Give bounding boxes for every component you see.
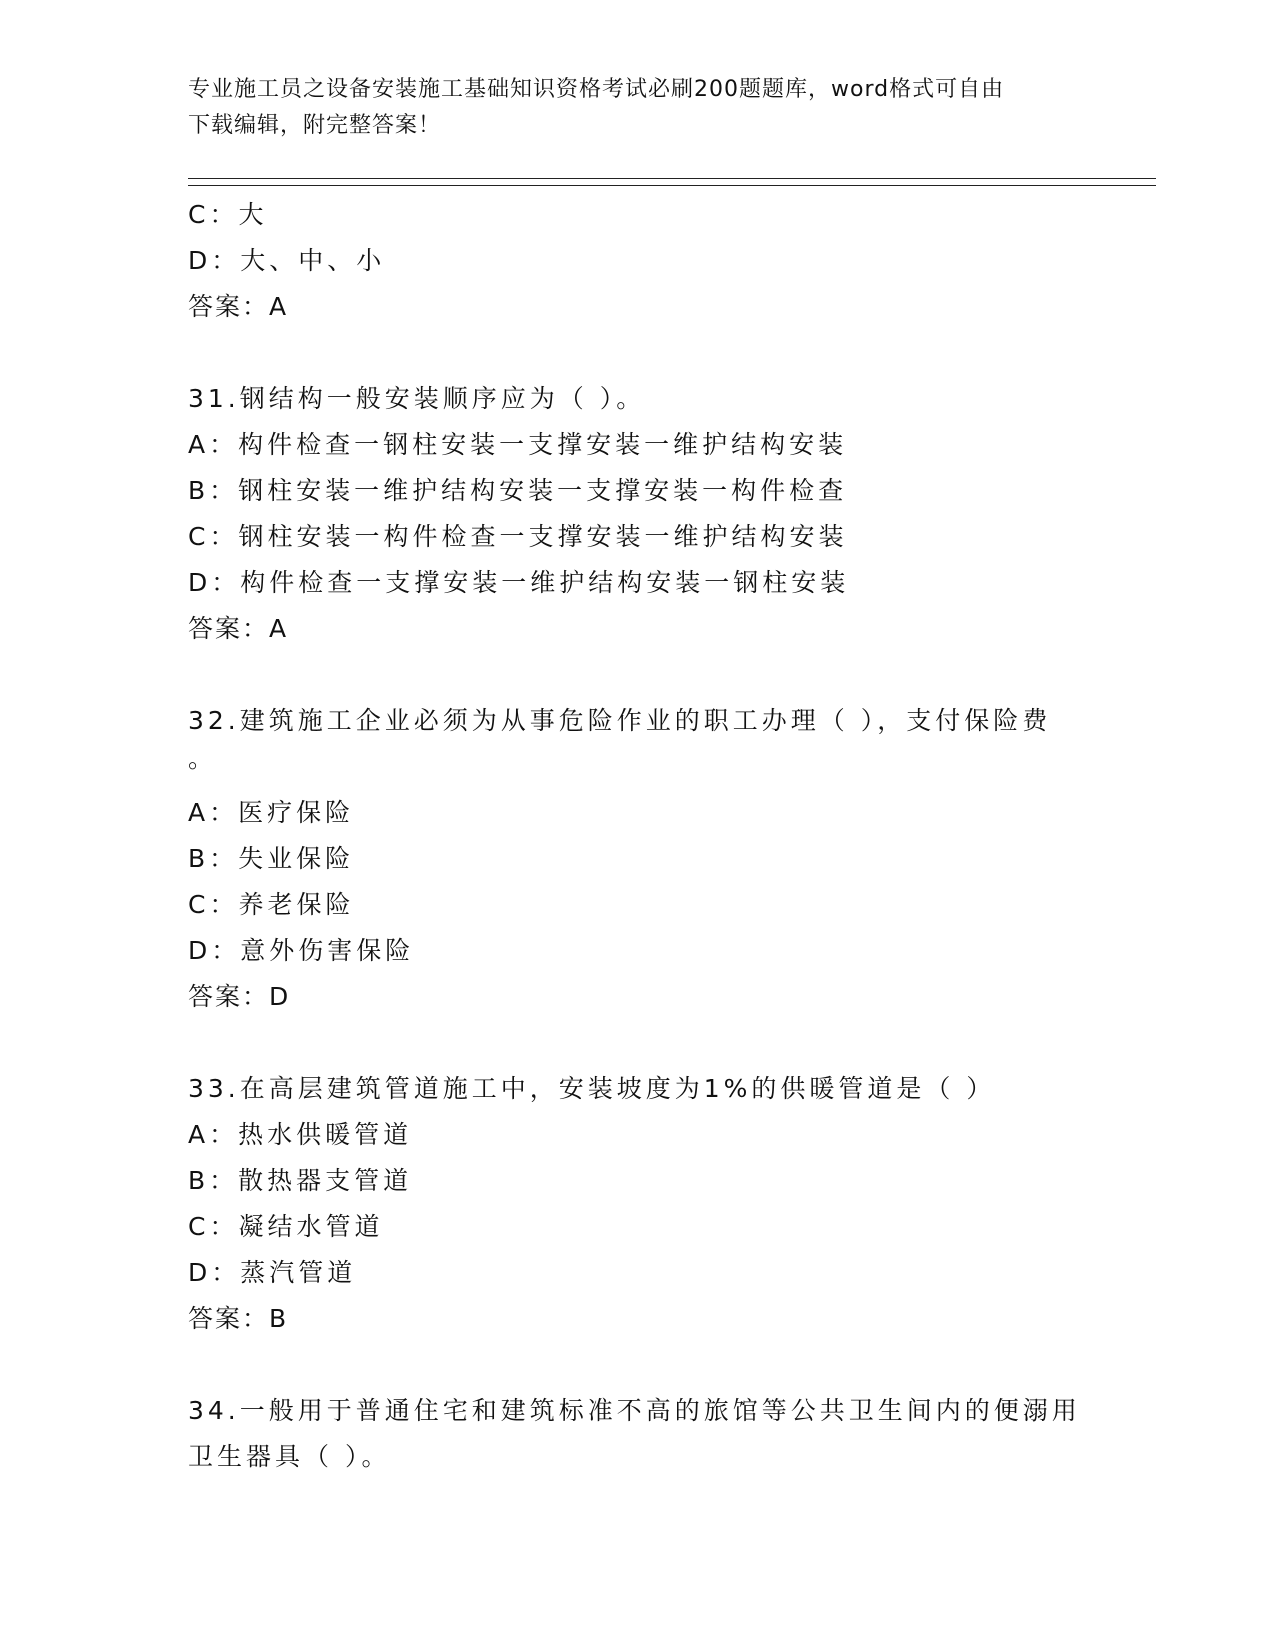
header-title-line-1: 专业施工员之设备安装施工基础知识资格考试必刷200题题库，word格式可自由 xyxy=(188,77,1005,102)
answer-label: 答案： xyxy=(188,615,270,643)
option-b: B：散热器支管道 xyxy=(188,1166,413,1195)
spacer xyxy=(188,1020,1088,1066)
answer-label: 答案： xyxy=(188,293,270,321)
header-divider xyxy=(188,178,1156,186)
spacer xyxy=(188,652,1088,698)
question-stem: 32.建筑施工企业必须为从事危险作业的职工办理（ ），支付保险费 xyxy=(188,706,1052,735)
option-d: D：构件检查一支撑安装一维护结构安装一钢柱安装 xyxy=(188,568,850,597)
question-stem: 33.在高层建筑管道施工中，安装坡度为1%的供暖管道是（ ） xyxy=(188,1074,996,1103)
option-c: C：大 xyxy=(188,200,268,229)
answer-line xyxy=(188,974,1088,1020)
question-32 xyxy=(188,698,1088,1020)
option-a: A：构件检查一钢柱安装一支撑安装一维护结构安装 xyxy=(188,430,848,459)
answer-value: B xyxy=(269,1304,289,1333)
option-a: A：医疗保险 xyxy=(188,798,355,827)
option-b: B：钢柱安装一维护结构安装一支撑安装一构件检查 xyxy=(188,476,848,505)
spacer xyxy=(188,330,1088,376)
answer-line xyxy=(188,284,1088,330)
answer-line xyxy=(188,1296,1088,1342)
question-31 xyxy=(188,376,1088,652)
option-d: D：蒸汽管道 xyxy=(188,1258,357,1287)
option-d: D：大、中、小 xyxy=(188,246,386,275)
option-b: B：失业保险 xyxy=(188,844,355,873)
option-a: A：热水供暖管道 xyxy=(188,1120,413,1149)
question-stem-tail: 。 xyxy=(188,744,214,773)
answer-line xyxy=(188,606,1088,652)
option-c: C：钢柱安装一构件检查一支撑安装一维护结构安装 xyxy=(188,522,848,551)
option-c: C：凝结水管道 xyxy=(188,1212,384,1241)
answer-value: A xyxy=(269,614,289,643)
question-stem: 31.钢结构一般安装顺序应为（ ）。 xyxy=(188,384,646,413)
answer-value: D xyxy=(269,982,291,1011)
question-30-tail xyxy=(188,192,1088,330)
option-c: C：养老保险 xyxy=(188,890,355,919)
question-33 xyxy=(188,1066,1088,1342)
question-stem: 34.一般用于普通住宅和建筑标准不高的旅馆等公共卫生间内的便溺用 xyxy=(188,1396,1081,1425)
question-34 xyxy=(188,1388,1088,1480)
header-title-line-2: 下载编辑，附完整答案！ xyxy=(188,113,442,138)
answer-label: 答案： xyxy=(188,983,270,1011)
spacer xyxy=(188,1342,1088,1388)
option-d: D：意外伤害保险 xyxy=(188,936,415,965)
question-stem-continued: 卫生器具（ ）。 xyxy=(188,1442,391,1471)
answer-label: 答案： xyxy=(188,1305,270,1333)
document-body xyxy=(188,192,1088,1480)
page-header xyxy=(188,72,1088,144)
answer-value: A xyxy=(269,292,289,321)
